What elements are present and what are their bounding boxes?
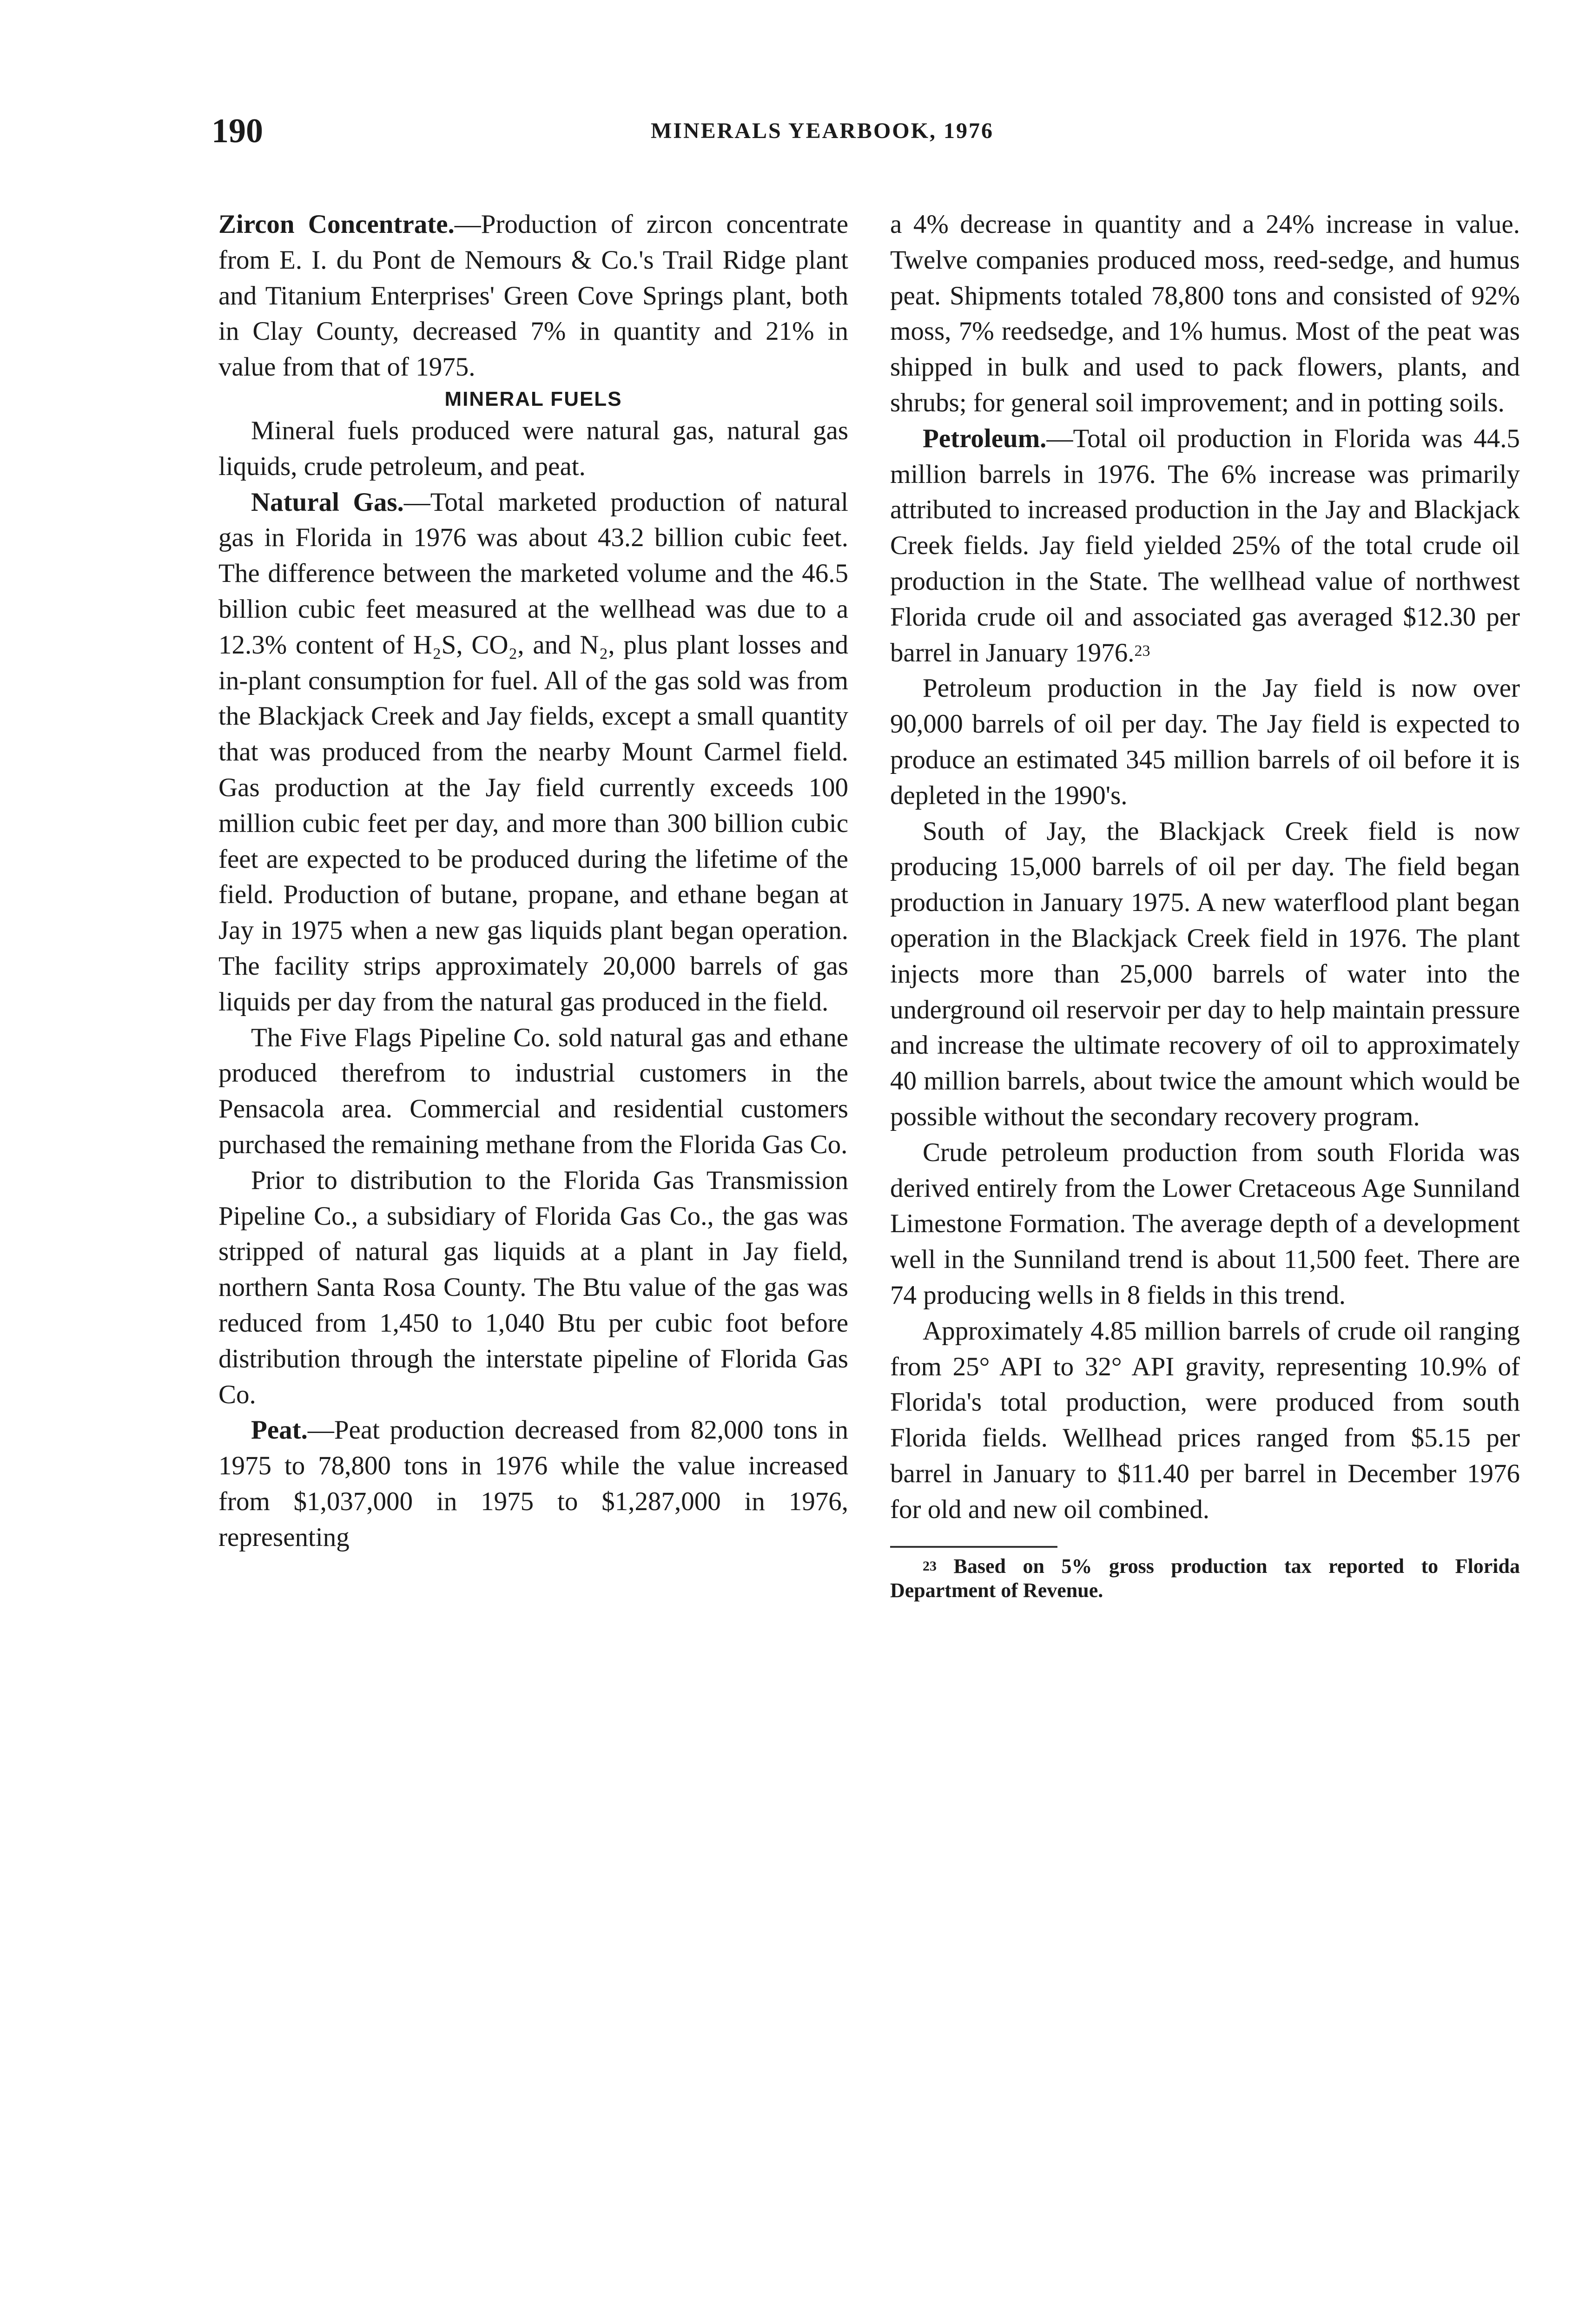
footnote-mark: 23	[923, 1558, 937, 1574]
peat-continued-paragraph: a 4% decrease in quantity and a 24% increase in value. Twelve companies produced moss, reed-sedge, and humus peat. Shipments totaled 78,800 tons and consisted of 92% moss, 7% reedsedge, and 1% humus. Most of the peat was shipped in bulk and used to pack flowers, plants, and shrubs; for general soil improvement; and in potting soils.	[890, 210, 1520, 417]
crude-south-florida-paragraph: Crude petroleum production from south Florida was derived entirely from the Lower Cretaceous Age Sunniland Limestone Formation. The average depth of a development well in the Sunniland trend is about 11,500 feet. There are 74 producing wells in 8 fields in this trend.	[890, 1137, 1520, 1310]
prior-distribution-paragraph: Prior to distribution to the Florida Gas Transmission Pipeline Co., a subsidiary of Florida Gas Co., the gas was stripped of natural gas liquids at a plant in Jay field, northern Santa Rosa County. The Btu value of the gas was reduced from 1,450 to 1,040 Btu per cubic foot before distribution through the interstate pipeline of Florida Gas Co.	[218, 1165, 848, 1409]
running-title: MINERALS YEARBOOK, 1976	[651, 119, 994, 143]
jay-field-paragraph: Petroleum production in the Jay field is now over 90,000 barrels of oil per day. The Jay field is expected to produce an estimated 345 million barrels of oil before it is depleted in the 1990's.	[890, 673, 1520, 810]
footnote-reference: 23	[1134, 642, 1150, 660]
peat-heading: Peat.	[251, 1415, 308, 1445]
natural-gas-heading: Natural Gas.	[251, 487, 404, 517]
natural-gas-text: —Total marketed production of natural gas in Florida in 1976 was about 43.2 billion cubic feet. The difference between the marketed volume and the 46.5 billion cubic feet measured at the wellhead was due to a 12.3% content of H₂S, CO₂, and N₂, plus plant losses and in-plant consumption for fuel. All of the gas sold was from the Blackjack Creek and Jay fields, except a small quantity that was produced from the nearby Mount Carmel field. Gas production at the Jay field currently exceeds 100 million cubic feet per day, and more than 300 billion cubic feet are expected to be produced during the lifetime of the field. Production of butane, propane, and ethane began at Jay in 1975 when a new gas liquids plant began operation. The facility strips approximately 20,000 barrels of gas liquids per day from the natural gas produced in the field.	[218, 487, 848, 1017]
petroleum-paragraph	[890, 421, 1520, 671]
footnote-divider	[890, 1546, 1057, 1548]
petroleum-heading: Petroleum.	[923, 423, 1047, 453]
peat-paragraph	[218, 1413, 848, 1555]
zircon-paragraph	[218, 207, 848, 385]
section-heading-mineral-fuels: MINERAL FUELS	[444, 387, 622, 410]
footnote-text: Based on 5% gross production tax reported to Florida Department of Revenue.	[890, 1555, 1520, 1602]
five-flags-paragraph: The Five Flags Pipeline Co. sold natural gas and ethane produced therefrom to industrial customers in the Pensacola area. Commercial and residential customers purchased the remaining methane from the Florida Gas Co.	[218, 1023, 848, 1159]
left-column	[218, 207, 848, 1555]
south-of-jay-paragraph: South of Jay, the Blackjack Creek field is now producing 15,000 barrels of oil per day. The field began production in January 1975. A new waterflood plant began operation in the Blackjack Creek field in 1976. The plant injects more than 25,000 barrels of water into the underground oil reservoir per day to help maintain pressure and increase the ultimate recovery of oil to approximately 40 million barrels, about twice the amount which would be possible without the secondary recovery program.	[890, 816, 1520, 1131]
right-column	[890, 207, 1520, 1603]
approximately-paragraph: Approximately 4.85 million barrels of crude oil ranging from 25° API to 32° API gravity, representing 10.9% of Florida's total production, were produced from south Florida fields. Wellhead prices ranged from $5.15 per barrel in January to $11.40 per barrel in December 1976 for old and new oil combined.	[890, 1316, 1520, 1524]
fuels-intro-paragraph: Mineral fuels produced were natural gas, natural gas liquids, crude petroleum, and peat.	[218, 416, 848, 481]
footnote	[890, 1554, 1520, 1603]
peat-text: —Peat production decreased from 82,000 tons in 1975 to 78,800 tons in 1976 while the value increased from $1,037,000 in 1975 to $1,287,000 in 1976, representing	[218, 1415, 848, 1552]
petroleum-text: —Total oil production in Florida was 44.5 million barrels in 1976. The 6% increase was primarily attributed to increased production in the Jay and Blackjack Creek fields. Jay field yielded 25% of the total crude oil production in the State. The wellhead value of northwest Florida crude oil and associated gas averaged $12.30 per barrel in January 1976.	[890, 423, 1520, 667]
zircon-heading: Zircon Concentrate.	[218, 210, 455, 239]
page-number: 190	[211, 112, 263, 150]
zircon-text: —Production of zircon concentrate from E. I. du Pont de Nemours & Co.'s Trail Ridge plant and Titanium Enterprises' Green Cove Springs plant, both in Clay County, decreased 7% in quantity and 21% in value from that of 1975.	[218, 210, 848, 382]
page-header	[211, 112, 1346, 153]
natural-gas-paragraph	[218, 485, 848, 1020]
